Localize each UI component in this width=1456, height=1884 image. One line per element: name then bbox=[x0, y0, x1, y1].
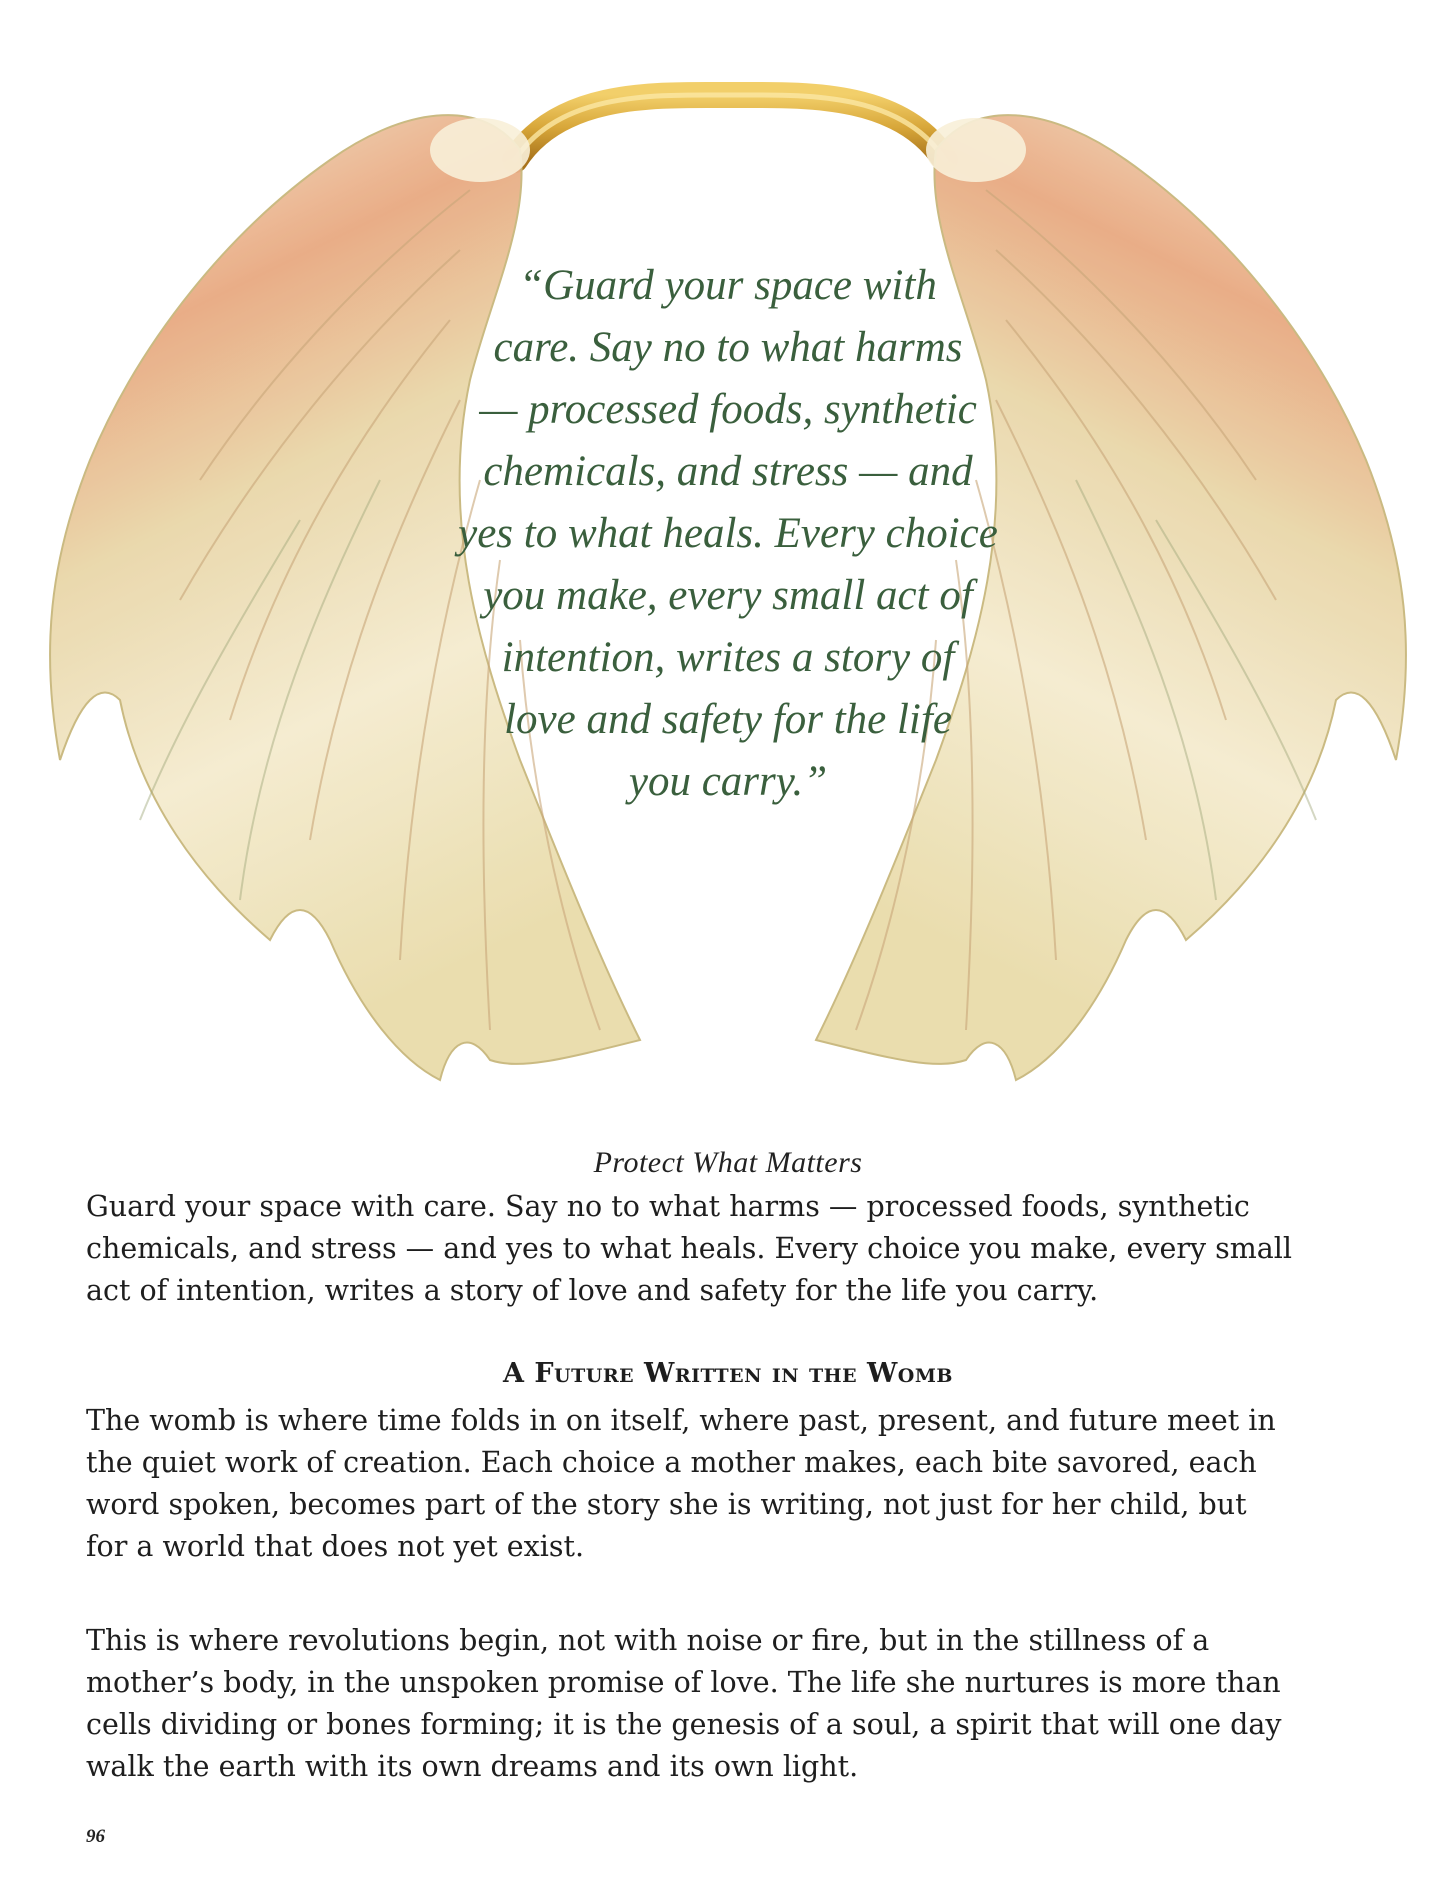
paragraph-line: chemicals, and stress — and yes to what heals. Every choice you make, every small bbox=[86, 1232, 1292, 1265]
paragraph-line: the quiet work of creation. Each choice a mother makes, each bite savored, each bbox=[86, 1446, 1257, 1479]
quote-line: “Guard your space with bbox=[519, 262, 937, 309]
quote-line: yes to what heals. Every choice bbox=[458, 510, 998, 557]
paragraph-line: cells dividing or bones forming; it is the genesis of a soul, a spirit that will one day bbox=[86, 1708, 1282, 1741]
paragraph-line: walk the earth with its own dreams and its own light. bbox=[86, 1750, 859, 1783]
quote-line: care. Say no to what harms bbox=[493, 324, 963, 371]
section-subtitle: Protect What Matters bbox=[593, 1146, 863, 1179]
quote-line: love and safety for the life bbox=[504, 696, 952, 743]
paragraph-line: This is where revolutions begin, not with noise or fire, but in the stillness of a bbox=[86, 1624, 1210, 1657]
quote-line: — processed foods, synthetic bbox=[479, 386, 977, 433]
body-paragraph bbox=[86, 1620, 1386, 1788]
paragraph-line: for a world that does not yet exist. bbox=[86, 1530, 584, 1563]
paragraph-line: Guard your space with care. Say no to what harms — processed foods, synthetic bbox=[86, 1190, 1250, 1223]
section-heading: A Future Written in the Womb bbox=[503, 1358, 953, 1389]
paragraph-line: word spoken, becomes part of the story she is writing, not just for her child, but bbox=[86, 1488, 1247, 1521]
page-number: 96 bbox=[86, 1826, 105, 1847]
paragraph-line: mother’s body, in the unspoken promise of love. The life she nurtures is more than bbox=[86, 1666, 1281, 1699]
pull-quote bbox=[440, 255, 1016, 813]
quote-line: you make, every small act of bbox=[483, 572, 973, 619]
quote-line: you carry.” bbox=[628, 758, 828, 805]
quote-line: chemicals, and stress — and bbox=[483, 448, 973, 495]
paragraph-line: act of intention, writes a story of love and safety for the life you carry. bbox=[86, 1274, 1099, 1307]
body-paragraph bbox=[86, 1186, 1386, 1312]
body-paragraph bbox=[86, 1400, 1386, 1568]
quote-line: intention, writes a story of bbox=[501, 634, 955, 681]
paragraph-line: The womb is where time folds in on itself, where past, present, and future meet in bbox=[86, 1404, 1276, 1437]
